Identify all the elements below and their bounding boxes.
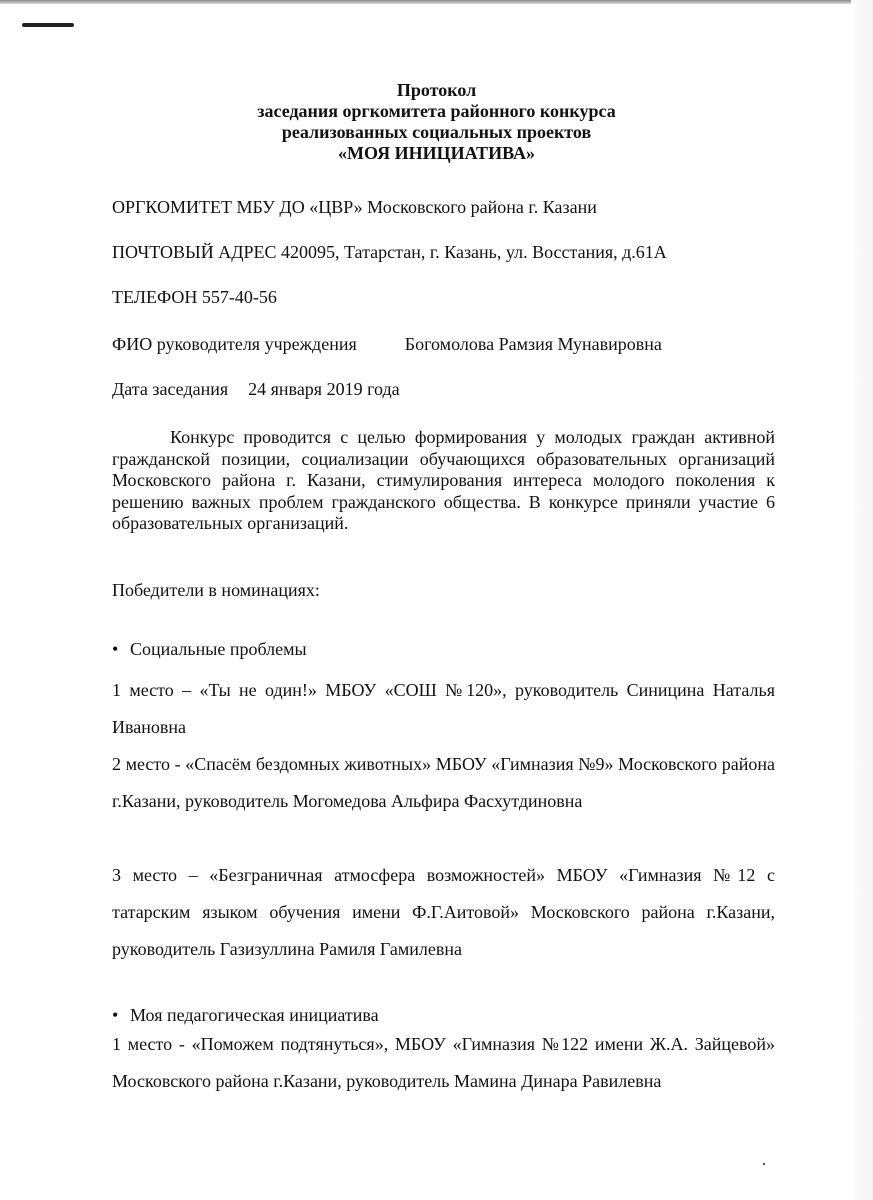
orgcommittee-line: ОРГКОМИТЕТ МБУ ДО «ЦВР» Московского района г. Казани [112,197,597,217]
document-header [0,80,873,164]
winners-heading: Победители в номинациях: [112,580,320,600]
head-label: ФИО руководителя учреждения [112,334,357,354]
head-line [112,334,662,355]
scan-right-edge [851,0,873,1200]
document-title: Протокол [396,80,477,100]
bullet-icon: • [112,1005,119,1025]
nomination-heading [112,1005,379,1026]
contest-name: «МОЯ ИНИЦИАТИВА» [338,143,535,163]
place-entry: 1 место - «Поможем подтянуться», МБОУ «Гимназия №122 имени Ж.А. Зайцевой» Московского района г.Казани, руководитель Мамина Динара Равилевна [112,1034,775,1091]
document-subtitle: заседания оргкомитета районного конкурса [257,101,616,121]
nomination-heading [112,639,307,660]
head-name: Богомолова Рамзия Мунавировна [404,334,662,354]
place-entry: 3 место – «Безграничная атмосфера возможностей» МБОУ «Гимназия №12 с татарским языком обучения имени Ф.Г.Аитовой» Московского района г.Казани, руководитель Газизуллина Рамиля Гамилевна [112,865,775,959]
intro-paragraph [112,427,775,535]
scan-mark [22,23,74,27]
place-entry: 2 место - «Спасём бездомных животных» МБОУ «Гимназия №9» Московского района г.Казани, руководитель Могомедова Альфира Фасхутдиновна [112,754,775,811]
date-line [112,379,400,400]
address-line: ПОЧТОВЫЙ АДРЕС 420095, Татарстан, г. Казань, ул. Восстания, д.61А [112,242,667,262]
nomination-name: Моя педагогическая инициатива [130,1005,379,1025]
intro-text: Конкурс проводится с целью формирования у молодых граждан активной гражданской позиции, социализации обучающихся образовательных организаций Московского района г. Казани, стимулирования интереса молодого поколения к решению важных проблем гражданского общества. В конкурсе приняли участие 6 образовательных организаций. [112,427,775,533]
nomination-name: Социальные проблемы [130,639,307,659]
date-label: Дата заседания [112,379,229,399]
document-subtitle: реализованных социальных проектов [281,122,592,142]
scan-top-edge [0,0,873,4]
place-entry: 1 место – «Ты не один!» МБОУ «СОШ №120», руководитель Синицина Наталья Ивановна [112,680,775,737]
phone-line: ТЕЛЕФОН 557-40-56 [112,287,277,307]
scan-speck [763,1163,765,1165]
bullet-icon: • [112,639,119,659]
date-value: 24 января 2019 года [248,379,400,399]
